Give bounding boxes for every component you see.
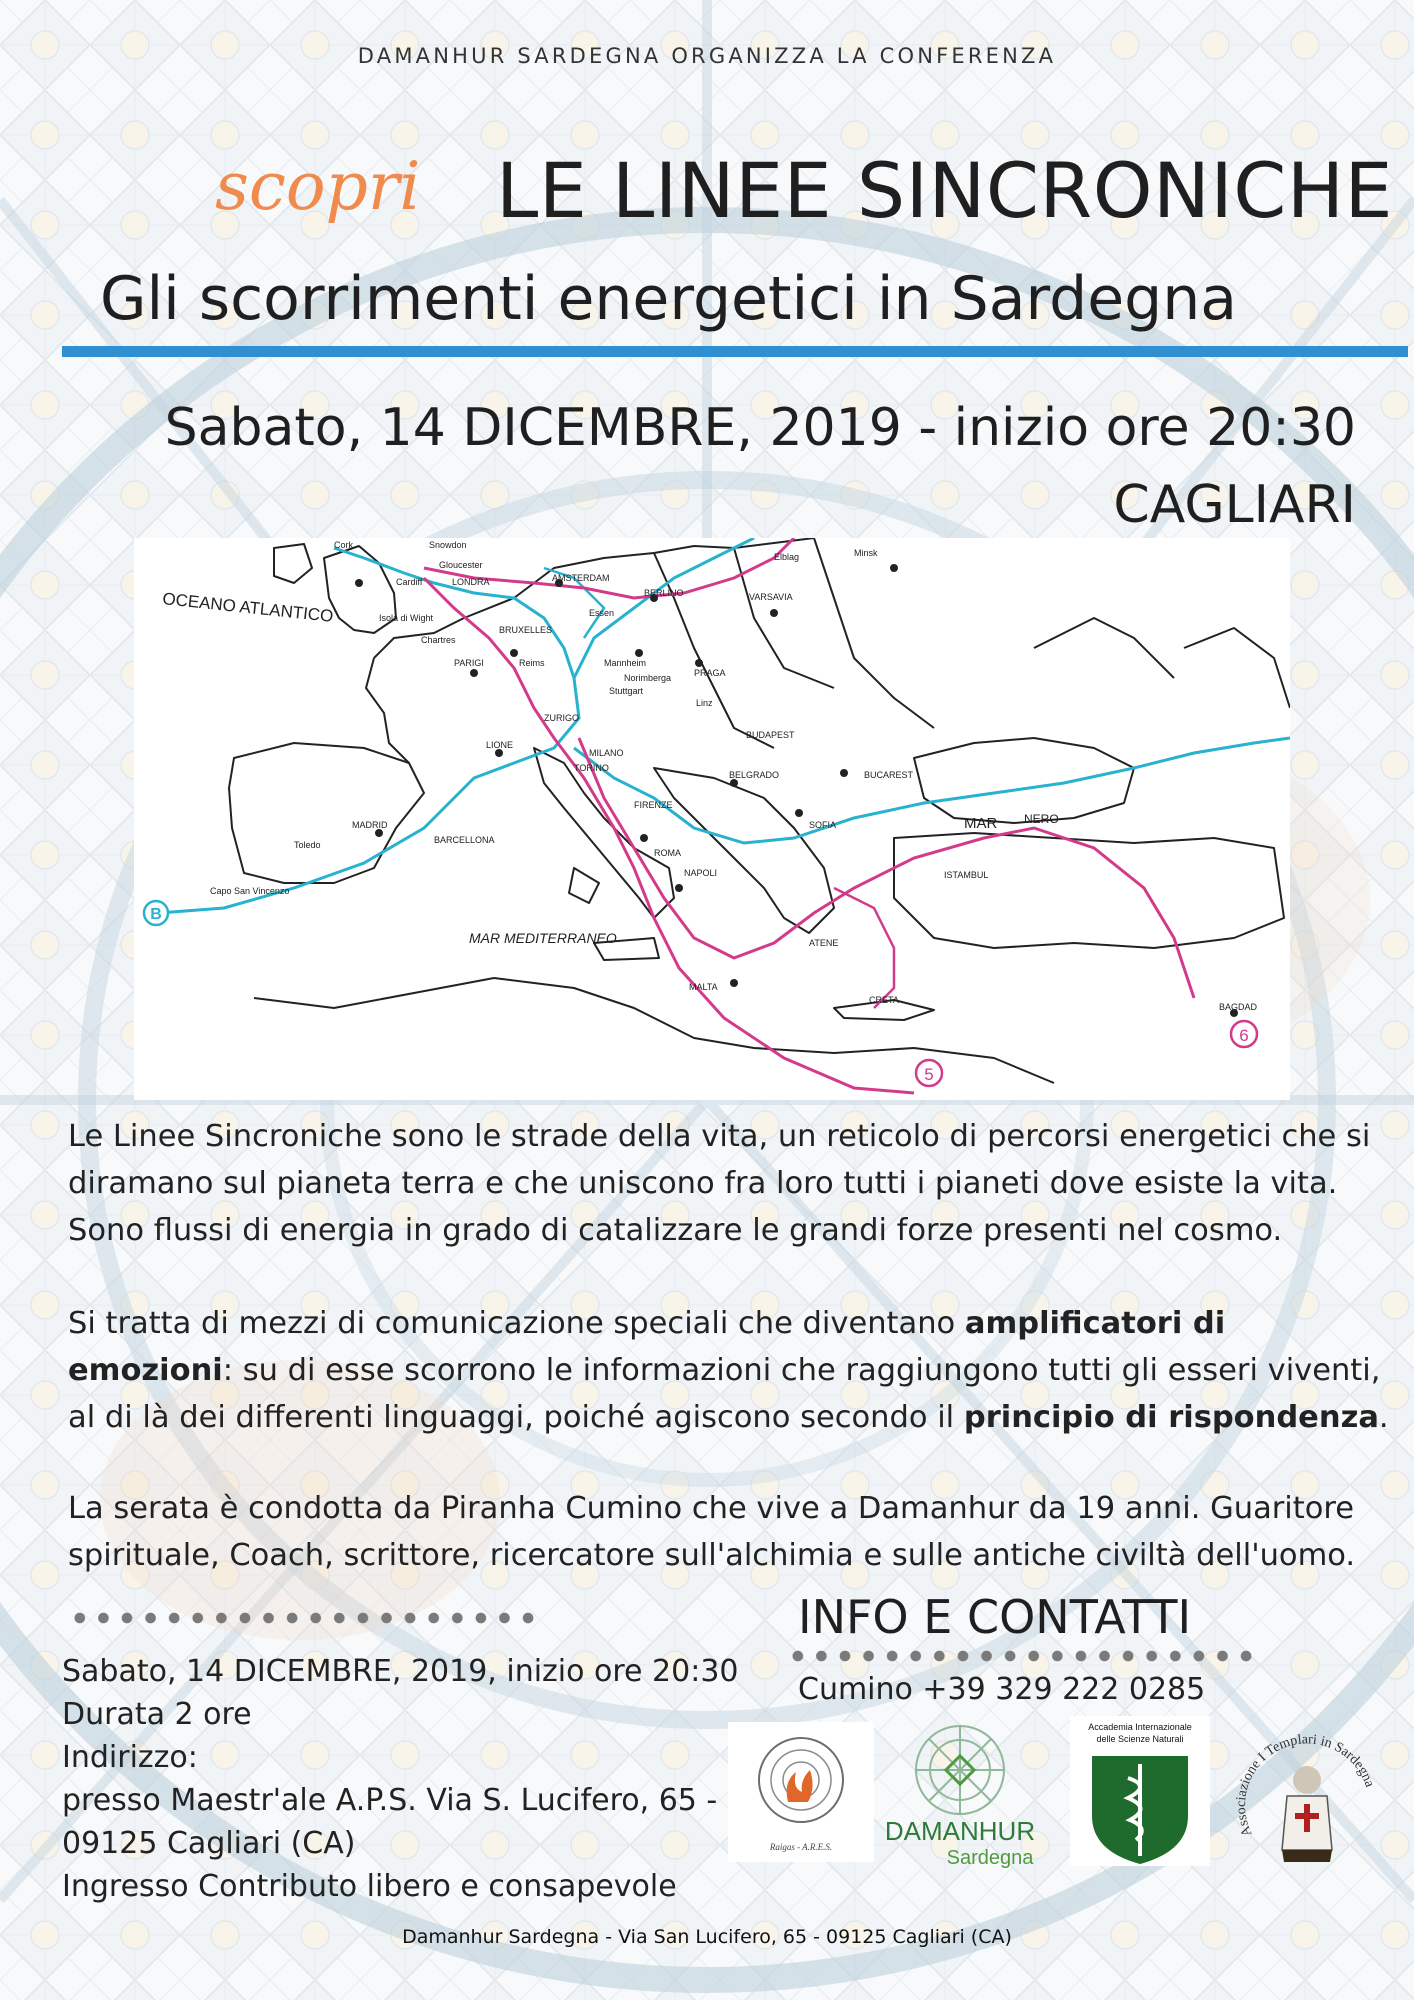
svg-text:Associazione I Templari in Sar: Associazione I Templari in Sardegna bbox=[1233, 1732, 1377, 1839]
svg-text:Toledo: Toledo bbox=[294, 840, 321, 850]
svg-text:Essen: Essen bbox=[589, 608, 615, 618]
raigas-logo bbox=[728, 1722, 874, 1862]
details-address-line2: 09125 Cagliari (CA) bbox=[62, 1826, 356, 1861]
line-6-marker bbox=[1231, 1021, 1257, 1047]
svg-text:MALTA: MALTA bbox=[689, 982, 718, 992]
svg-text:5: 5 bbox=[924, 1065, 934, 1084]
p2-text-a: Si tratta di mezzi di comunicazione speciali che diventano bbox=[68, 1306, 965, 1341]
page-subtitle: Gli scorrimenti energetici in Sardegna bbox=[100, 264, 1237, 334]
description-paragraph-3: La serata è condotta da Piranha Cumino che vive a Damanhur da 19 anni. Guaritore spirituale, Coach, scrittore, ricercatore sull'alchimia e sulle antiche civiltà dell'uomo. bbox=[68, 1491, 1356, 1573]
description-paragraph-1: Le Linee Sincroniche sono le strade della vita, un reticolo di percorsi energetici che si diramano sul pianeta terra e che uniscono fra loro tutti i pianeti dove esiste la vita. Sono flussi di energia in grado di catalizzare le grandi forze presenti nel cosmo. bbox=[68, 1119, 1371, 1248]
svg-text:VARSAVIA: VARSAVIA bbox=[749, 592, 793, 602]
details-duration: Durata 2 ore bbox=[62, 1697, 252, 1732]
svg-text:Stuttgart: Stuttgart bbox=[609, 686, 644, 696]
svg-text:LONDRA: LONDRA bbox=[452, 577, 490, 587]
svg-text:Accademia Internazionale: Accademia Internazionale bbox=[1088, 1722, 1192, 1732]
page-title: LE LINEE SINCRONICHE bbox=[496, 146, 1394, 235]
svg-text:TORINO: TORINO bbox=[574, 763, 609, 773]
event-date-line: Sabato, 14 DICEMBRE, 2019 - inizio ore 20:30 bbox=[164, 398, 1356, 458]
details-address-label: Indirizzo: bbox=[62, 1740, 198, 1775]
line-b-marker bbox=[144, 901, 168, 925]
svg-text:Raigas - A.R.E.S.: Raigas - A.R.E.S. bbox=[769, 1842, 833, 1852]
svg-text:FIRENZE: FIRENZE bbox=[634, 800, 673, 810]
organizer-line: DAMANHUR SARDEGNA ORGANIZZA LA CONFERENZA bbox=[357, 44, 1057, 68]
description-paragraph-2 bbox=[68, 1300, 1398, 1441]
svg-text:Norimberga: Norimberga bbox=[624, 673, 672, 683]
svg-text:BUDAPEST: BUDAPEST bbox=[746, 730, 795, 740]
damanhur-logo bbox=[872, 1718, 1048, 1868]
svg-text:BARCELLONA: BARCELLONA bbox=[434, 835, 495, 845]
p2-text-c: : su di esse scorrono le informazioni che raggiungono tutti gli esseri viventi, al di là dei differenti linguaggi, poiché agiscono secondo il bbox=[68, 1353, 1381, 1435]
event-city: CAGLIARI bbox=[1113, 475, 1356, 535]
svg-text:6: 6 bbox=[1239, 1026, 1249, 1045]
svg-text:BERLINO: BERLINO bbox=[644, 588, 684, 598]
details-entry: Ingresso Contributo libero e consapevole bbox=[62, 1869, 677, 1904]
line-5-marker bbox=[916, 1060, 942, 1086]
svg-text:MAR MEDITERRANEO: MAR MEDITERRANEO bbox=[469, 930, 617, 946]
details-address-line1: presso Maestr'ale A.P.S. Via S. Lucifero, 65 - bbox=[62, 1783, 718, 1818]
title-divider bbox=[62, 346, 1408, 357]
svg-text:BAGDAD: BAGDAD bbox=[1219, 1002, 1258, 1012]
footer-address: Damanhur Sardegna - Via San Lucifero, 65 - 09125 Cagliari (CA) bbox=[402, 1926, 1012, 1948]
svg-text:Cork: Cork bbox=[334, 540, 354, 550]
details-date: Sabato, 14 DICEMBRE, 2019, inizio ore 20:30 bbox=[62, 1654, 739, 1689]
svg-text:Elblag: Elblag bbox=[774, 552, 800, 562]
info-title: INFO E CONTATTI bbox=[798, 1590, 1192, 1644]
svg-text:OCEANO ATLANTICO: OCEANO ATLANTICO bbox=[161, 589, 335, 626]
svg-text:Cardiff: Cardiff bbox=[396, 577, 423, 587]
p2-bold-amplificatori: amplificatori di emozioni bbox=[68, 1306, 1226, 1388]
svg-text:BELGRADO: BELGRADO bbox=[729, 770, 780, 780]
svg-text:PARIGI: PARIGI bbox=[454, 658, 484, 668]
svg-text:Gloucester: Gloucester bbox=[439, 560, 483, 570]
svg-text:ROMA: ROMA bbox=[654, 848, 681, 858]
svg-text:PRAGA: PRAGA bbox=[694, 668, 726, 678]
svg-text:B: B bbox=[150, 906, 162, 923]
svg-text:CRETA: CRETA bbox=[869, 995, 899, 1005]
templari-logo bbox=[1232, 1722, 1382, 1872]
details-dotted-divider bbox=[68, 1612, 538, 1624]
svg-text:ISTAMBUL: ISTAMBUL bbox=[944, 870, 989, 880]
synchronic-lines-map bbox=[134, 538, 1290, 1100]
svg-text:delle Scienze Naturali: delle Scienze Naturali bbox=[1096, 1734, 1184, 1744]
svg-text:Isola di Wight: Isola di Wight bbox=[379, 613, 434, 623]
p2-bold-rispondenza: principio di rispondenza bbox=[963, 1400, 1379, 1435]
svg-text:ZURIGO: ZURIGO bbox=[544, 713, 579, 723]
svg-text:Mannheim: Mannheim bbox=[604, 658, 647, 668]
contact-phone: Cumino +39 329 222 0285 bbox=[798, 1672, 1206, 1707]
svg-text:Chartres: Chartres bbox=[421, 635, 456, 645]
svg-text:SOFIA: SOFIA bbox=[809, 820, 837, 830]
svg-text:MILANO: MILANO bbox=[589, 748, 624, 758]
academy-logo bbox=[1070, 1716, 1210, 1866]
svg-text:MAR: MAR bbox=[964, 815, 998, 832]
p2-text-e: . bbox=[1378, 1400, 1389, 1435]
scopri-label: scopri bbox=[215, 148, 421, 225]
svg-text:DAMANHUR: DAMANHUR bbox=[884, 1816, 1036, 1846]
svg-text:MADRID: MADRID bbox=[352, 820, 388, 830]
svg-text:BUCAREST: BUCAREST bbox=[864, 770, 914, 780]
svg-text:LIONE: LIONE bbox=[486, 740, 514, 750]
svg-text:Snowdon: Snowdon bbox=[429, 540, 467, 550]
svg-text:BRUXELLES: BRUXELLES bbox=[499, 625, 553, 635]
svg-text:NAPOLI: NAPOLI bbox=[684, 868, 718, 878]
svg-text:Linz: Linz bbox=[696, 698, 713, 708]
svg-text:AMSTERDAM: AMSTERDAM bbox=[552, 573, 610, 583]
svg-text:Minsk: Minsk bbox=[854, 548, 878, 558]
svg-text:ATENE: ATENE bbox=[809, 938, 839, 948]
svg-text:Sardegna: Sardegna bbox=[946, 1847, 1034, 1868]
svg-text:NERO: NERO bbox=[1024, 812, 1059, 826]
event-details bbox=[62, 1650, 739, 1908]
info-dotted-divider bbox=[786, 1650, 1256, 1662]
svg-text:Reims: Reims bbox=[519, 658, 545, 668]
svg-text:Capo San Vincenzo: Capo San Vincenzo bbox=[210, 886, 290, 896]
